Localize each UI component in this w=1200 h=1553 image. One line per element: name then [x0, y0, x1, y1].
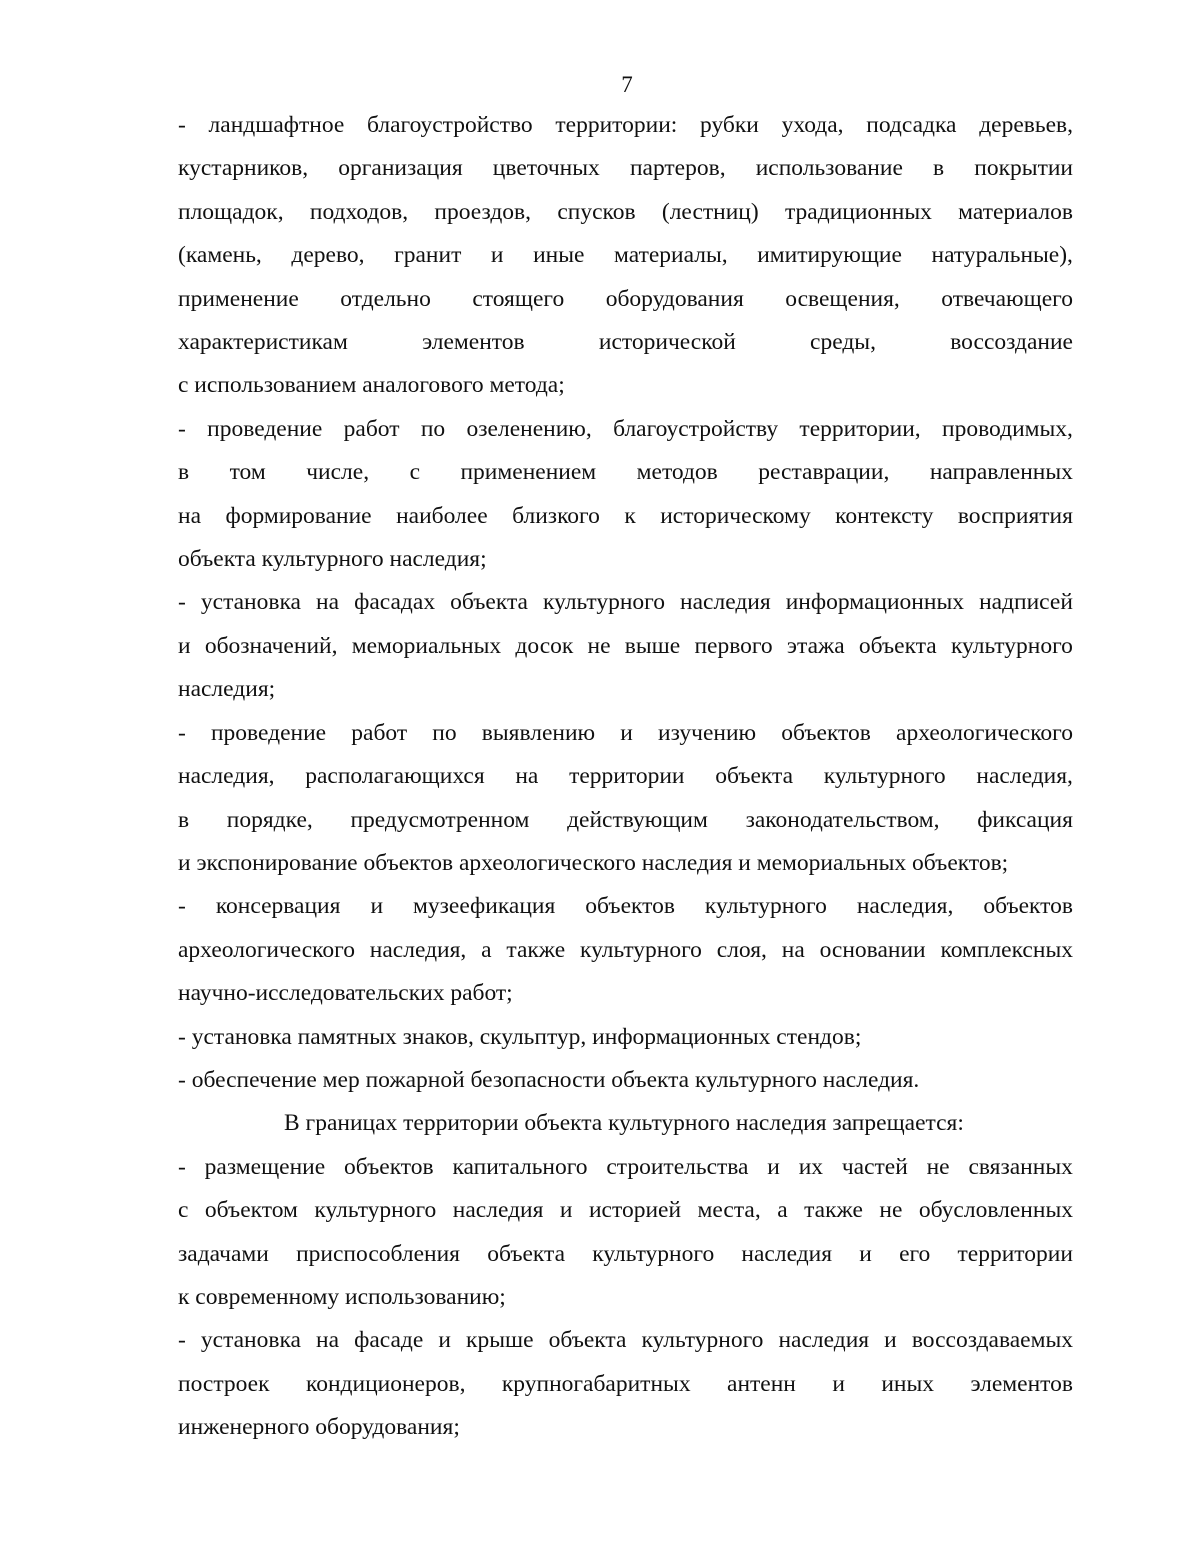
text-line: построек кондиционеров, крупногабаритных антенн и иных элементов	[178, 1370, 1073, 1397]
text-line: археологического наследия, а также культурного слоя, на основании комплексных	[178, 936, 1073, 963]
list-item-paragraph	[178, 581, 1073, 711]
text-line: - установка памятных знаков, скульптур, информационных стендов;	[178, 1023, 862, 1050]
text-line: применение отдельно стоящего оборудования освещения, отвечающего	[178, 285, 1073, 312]
text-line: - проведение работ по озеленению, благоустройству территории, проводимых,	[178, 415, 1073, 442]
list-item-paragraph	[178, 1016, 1073, 1059]
text-line: - ландшафтное благоустройство территории: рубки ухода, подсадка деревьев,	[178, 112, 1073, 138]
text-line: - консервация и музеефикация объектов культурного наследия, объектов	[178, 893, 1073, 920]
text-line: - размещение объектов капитального строительства и их частей не связанных	[178, 1153, 1073, 1180]
text-line: - установка на фасадах объекта культурного наследия информационных надписей	[178, 589, 1073, 616]
text-line: с объектом культурного наследия и историей места, а также не обусловленных	[178, 1197, 1073, 1224]
text-line: инженерного оборудования;	[178, 1414, 460, 1441]
text-line: научно-исследовательских работ;	[178, 980, 513, 1007]
text-line: в том числе, с применением методов реставрации, направленных	[178, 459, 1073, 486]
list-item-paragraph	[178, 712, 1073, 886]
list-item-paragraph	[178, 408, 1073, 582]
text-line: объекта культурного наследия;	[178, 546, 487, 573]
text-line: наследия;	[178, 676, 276, 703]
text-line: к современному использованию;	[178, 1283, 506, 1310]
text-line: - установка на фасаде и крыше объекта культурного наследия и воссоздаваемых	[178, 1327, 1073, 1354]
text-line: - проведение работ по выявлению и изучению объектов археологического	[178, 719, 1073, 746]
section-heading-paragraph	[178, 1102, 1073, 1145]
text-line: (камень, дерево, гранит и иные материалы, имитирующие натуральные),	[178, 242, 1073, 269]
list-item-paragraph	[178, 1146, 1073, 1320]
text-line: характеристикам элементов исторической среды, воссоздание	[178, 329, 1073, 356]
text-line: - обеспечение мер пожарной безопасности объекта культурного наследия.	[178, 1066, 920, 1093]
list-item-paragraph	[178, 885, 1073, 1015]
text-line: задачами приспособления объекта культурного наследия и его территории	[178, 1240, 1073, 1267]
text-line: с использованием аналогового метода;	[178, 372, 565, 399]
text-line: наследия, располагающихся на территории объекта культурного наследия,	[178, 763, 1073, 790]
list-item-paragraph	[178, 1059, 1073, 1102]
text-line: и экспонирование объектов археологического наследия и мемориальных объектов;	[178, 849, 1009, 876]
list-item-paragraph	[178, 1319, 1073, 1449]
document-body	[178, 104, 1073, 1450]
text-line: кустарников, организация цветочных партеров, использование в покрытии	[178, 155, 1073, 182]
text-line: на формирование наиболее близкого к историческому контексту восприятия	[178, 502, 1073, 529]
text-line: в порядке, предусмотренном действующим законодательством, фиксация	[178, 806, 1073, 833]
text-line: площадок, подходов, проездов, спусков (лестниц) традиционных материалов	[178, 198, 1073, 225]
list-item-paragraph	[178, 104, 1073, 408]
text-line: В границах территории объекта культурного наследия запрещается:	[284, 1110, 964, 1137]
page-number: 7	[621, 72, 633, 97]
text-line: и обозначений, мемориальных досок не выше первого этажа объекта культурного	[178, 632, 1073, 659]
